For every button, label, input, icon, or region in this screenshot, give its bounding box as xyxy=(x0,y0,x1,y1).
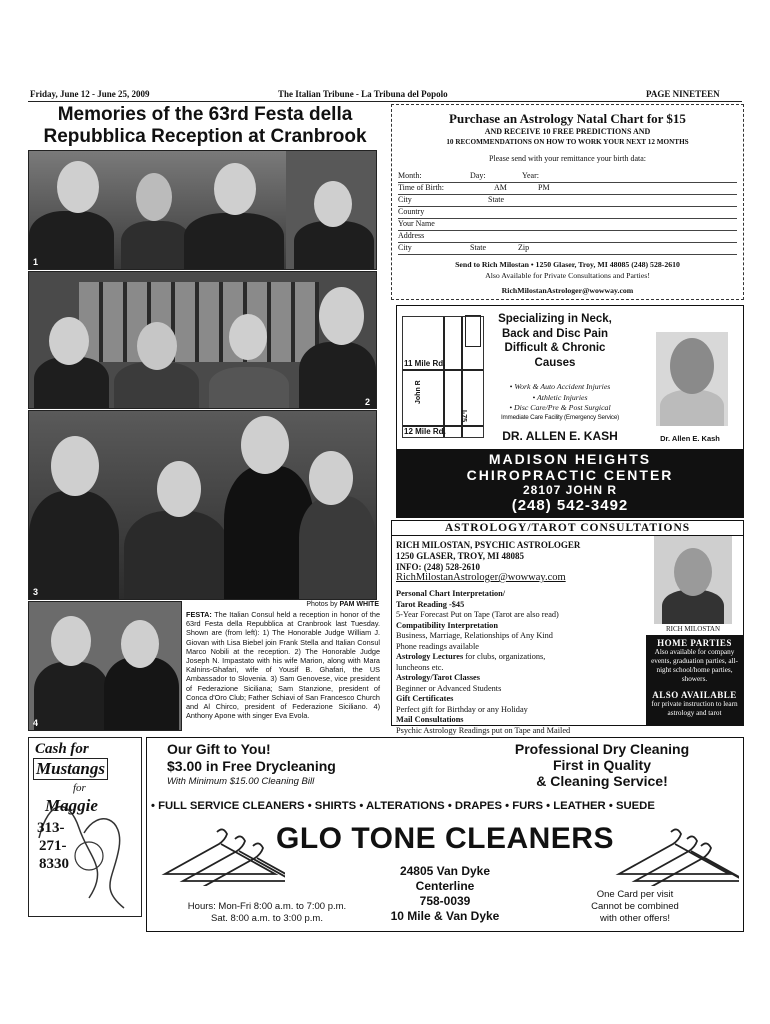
sketch-text-4: Maggie xyxy=(45,796,98,815)
pro-line-3: & Cleaning Service! xyxy=(536,773,668,789)
label-country: Country xyxy=(398,207,425,216)
natal-chart-coupon[interactable] xyxy=(391,104,744,300)
form-row-city-state-zip[interactable] xyxy=(398,243,737,255)
svc-12: Mail Consultations xyxy=(396,715,464,724)
feature-title xyxy=(28,104,382,148)
label-city: City xyxy=(398,195,412,204)
photo-3-person-4 xyxy=(299,496,376,600)
photo-4-person-2 xyxy=(104,657,179,731)
cleaners-hours xyxy=(157,901,377,925)
label-am: AM xyxy=(494,183,507,192)
photo-1-person-4 xyxy=(294,221,374,270)
cleaners-address xyxy=(365,864,525,924)
label-state-2: State xyxy=(470,243,486,252)
natal-send-to: Send to Rich Milostan • 1250 Glaser, Troy, MI 48085 (248) 528-2610 xyxy=(455,260,680,269)
photo-1 xyxy=(28,150,377,270)
form-row-time[interactable] xyxy=(398,183,737,195)
svc-13: Psychic Astrology Readings put on Tape and Mailed xyxy=(396,725,571,735)
photo-1-person-1 xyxy=(29,211,114,270)
hanger-icon-left xyxy=(155,826,285,886)
photo-1-number: 1 xyxy=(33,257,39,267)
photo-4-face-1 xyxy=(51,616,91,666)
astrologer-photo-face xyxy=(674,548,712,596)
header-rule xyxy=(28,101,742,102)
photo-3-face-3 xyxy=(241,416,289,474)
sketch-phone-3: 8330 xyxy=(39,856,69,872)
form-row-date[interactable] xyxy=(398,171,737,183)
tarot-info xyxy=(396,540,580,573)
tarot-line2: 1250 GLASER, TROY, MI 48085 xyxy=(396,551,525,561)
label-day: Day: xyxy=(470,171,486,180)
cleaners-phone: 758-0039 xyxy=(419,894,471,908)
label-year: Year: xyxy=(522,171,539,180)
photo-caption xyxy=(186,610,380,720)
chiro-headline: Specializing in Neck, Back and Disc Pain Difficult & Chronic Causes xyxy=(498,313,612,369)
chiro-banner xyxy=(397,449,743,517)
photo-2-face-4 xyxy=(319,287,364,345)
photo-3-face-1 xyxy=(51,436,99,496)
photo-3-person-2 xyxy=(124,511,229,600)
home-parties-box xyxy=(646,635,743,725)
label-state: State xyxy=(488,195,504,204)
svc-0: Personal Chart Interpretation/ xyxy=(396,589,506,598)
svc-3: Compatibility Interpretation xyxy=(396,620,498,630)
map-label-11mile: 11 Mile Rd. xyxy=(404,359,446,368)
chiro-bullet-3: • Disc Care/Pre & Post Surgical xyxy=(509,403,611,412)
map-marker xyxy=(465,315,481,347)
doctor-photo-shirt xyxy=(660,390,724,426)
natal-sub2: 10 RECOMMENDATIONS ON HOW TO WORK YOUR NEXT 12 MONTHS xyxy=(446,138,689,146)
photo-3-face-4 xyxy=(309,451,353,505)
chiro-bullets xyxy=(485,382,635,414)
chiro-ad xyxy=(396,305,744,518)
photo-2-face-3 xyxy=(229,314,267,360)
doctor-photo-face xyxy=(670,338,714,394)
photo-4 xyxy=(28,601,182,731)
caption-lead: FESTA: xyxy=(186,610,212,619)
chiro-name1: MADISON HEIGHTS xyxy=(488,451,652,467)
label-time: Time of Birth: xyxy=(398,183,444,192)
card-line-2: Cannot be combined xyxy=(591,901,679,912)
photo-4-face-2 xyxy=(121,620,159,668)
photo-2-window xyxy=(79,282,319,362)
hanger-icon-right xyxy=(609,826,739,886)
home-parties-text: Also available for company events, graduation parties, all-night school/home parties, showers. xyxy=(651,648,738,683)
doctor-photo xyxy=(656,332,728,426)
chiro-name2: CHIROPRACTIC CENTER xyxy=(466,467,674,483)
natal-email[interactable]: RichMilostanAstrologer@wowway.com xyxy=(501,286,634,295)
photo-credit-prefix: Photos by xyxy=(306,601,340,608)
feature-title-line2: Repubblica Reception at Cranbrook xyxy=(43,126,367,147)
photo-3-number: 3 xyxy=(33,587,39,597)
label-address: Address xyxy=(398,231,425,240)
astrologer-photo xyxy=(654,536,732,624)
svc-9: Beginner or Advanced Students xyxy=(396,683,502,693)
cleaners-cross: 10 Mile & Van Dyke xyxy=(390,909,500,923)
cleaners-ad xyxy=(146,737,744,932)
svc-2: 5-Year Forecast Put on Tape (Tarot are also read) xyxy=(396,610,559,619)
chiro-bullet-2: • Athletic Injuries xyxy=(532,392,588,402)
photo-1-face-4 xyxy=(314,181,352,227)
svc-7: luncheons etc. xyxy=(396,662,444,672)
gift-min: With Minimum $15.00 Cleaning Bill xyxy=(167,776,315,787)
also-available-head: ALSO AVAILABLE xyxy=(652,690,737,700)
form-row-country[interactable] xyxy=(398,207,737,219)
sketch-phone-2: 271- xyxy=(39,838,67,854)
form-row-address[interactable] xyxy=(398,231,737,243)
label-name: Your Name xyxy=(398,219,435,228)
map-label-john-r: John R xyxy=(415,380,422,404)
sketch-phone-1: 313- xyxy=(37,820,65,836)
photo-3-person-1 xyxy=(29,491,119,600)
cleaners-addr1: 24805 Van Dyke xyxy=(399,864,491,878)
natal-sub1: AND RECEIVE 10 FREE PREDICTIONS AND xyxy=(484,127,651,136)
chiro-facility: Immediate Care Facility (Emergency Service) xyxy=(500,414,620,421)
label-month: Month: xyxy=(398,171,422,180)
label-zip: Zip xyxy=(518,243,530,252)
chiro-address: 28107 JOHN R xyxy=(522,483,618,497)
photo-2-face-2 xyxy=(137,322,177,370)
photo-3 xyxy=(28,410,377,600)
pro-line-2: First in Quality xyxy=(552,757,651,773)
tarot-line1: RICH MILOSTAN, PSYCHIC ASTROLOGER xyxy=(396,540,581,550)
gift-title-2: $3.00 in Free Drycleaning xyxy=(167,758,336,774)
chiro-doctor: DR. ALLEN E. KASH xyxy=(502,429,618,443)
svc-10: Gift Certificates xyxy=(396,694,454,703)
label-city-2: City xyxy=(398,243,412,252)
header-publication: The Italian Tribune - La Tribuna del Popolo xyxy=(278,89,448,99)
natal-also: Also Available for Private Consultations and Parties! xyxy=(485,271,650,280)
header-date: Friday, June 12 - June 25, 2009 xyxy=(30,89,150,99)
pro-service xyxy=(477,741,727,789)
card-line-1: One Card per visit xyxy=(596,889,674,900)
map-label-12mile: 12 Mile Rd. xyxy=(404,427,446,436)
home-parties-head: HOME PARTIES xyxy=(657,638,732,648)
card-line-3: with other offers! xyxy=(599,913,671,924)
also-available-text: for private instruction to learn astrology and tarot xyxy=(651,700,738,717)
header-page: PAGE NINETEEN xyxy=(646,89,720,99)
photo-2-person-3 xyxy=(209,367,289,409)
sketch-ad xyxy=(28,737,142,917)
chiro-bullet-1: • Work & Auto Accident Injuries xyxy=(509,382,611,391)
photo-2-number: 2 xyxy=(364,397,370,407)
photo-3-face-2 xyxy=(157,461,201,517)
form-row-name[interactable] xyxy=(398,219,737,231)
tarot-title: ASTROLOGY/TAROT CONSULTATIONS xyxy=(392,522,743,536)
natal-title: Purchase an Astrology Natal Chart for $15 xyxy=(449,111,686,126)
caption-text: The Italian Consul held a reception in honor of the 63rd Festa della Repubblica at Cranbrook last Tuesday. Shown are (from left): 1) The Honorable Judge William J. Giovan with Lisa Biebel join Frank Stella and Italian Consul Marco Nobili at the reception. 2) The Honorable Judge Joseph N. Impastato with his wife Marion, along with Mara Kalnins-Ghafari, wife of Yousif B. Ghafari, the US Ambassador to Slovenia. 3) Sam Genovese, vice president of Federazione Siciliana; Sam Stanzione, president of Conca d'Oro Club; Father Schiavi of San Francesco Church and Al Chirco, president of Federazione Siciliano. 4) Anthony Apone with singer Eva Evola. xyxy=(186,610,380,721)
photo-1-face-1 xyxy=(57,161,99,213)
map-label-i75: I-75 xyxy=(460,410,467,423)
svc-11: Perfect gift for Birthday or any Holiday xyxy=(396,704,528,714)
photo-4-person-1 xyxy=(34,662,109,731)
photo-credit xyxy=(185,601,379,608)
cleaners-name: GLO TONE CLEANERS xyxy=(276,822,614,855)
svc-8: Astrology/Tarot Classes xyxy=(396,673,480,682)
form-row-city[interactable] xyxy=(398,195,737,207)
tarot-email[interactable]: RichMilostanAstrologer@wowway.com xyxy=(396,572,566,583)
chiro-phone: (248) 542-3492 xyxy=(511,497,629,514)
label-pm: PM xyxy=(538,183,550,192)
tarot-services xyxy=(396,589,628,736)
photo-1-face-2 xyxy=(136,173,172,221)
sketch-text-2: Mustangs xyxy=(33,758,108,780)
gift-title-1: Our Gift to You! xyxy=(167,741,271,757)
hours-line-2: Sat. 8:00 a.m. to 3:00 p.m. xyxy=(211,913,323,924)
cleaners-addr2: Centerline xyxy=(415,879,475,893)
map-road-v1 xyxy=(443,317,445,437)
svc-1: Tarot Reading -$45 xyxy=(396,599,465,609)
svc-6: Astrology Lectures for clubs, organizations, xyxy=(396,652,546,661)
chiro-map xyxy=(402,316,484,438)
svc-4: Business, Marriage, Relationships of Any Kind xyxy=(396,631,553,640)
photo-credit-name: PAM WHITE xyxy=(339,601,379,608)
photo-1-person-2 xyxy=(121,221,191,270)
natal-instructions: Please send with your remittance your birth data: xyxy=(488,154,647,163)
photo-1-face-3 xyxy=(214,163,256,215)
photo-1-person-3 xyxy=(184,213,284,270)
tarot-ad xyxy=(391,520,744,735)
tarot-line3: INFO: (248) 528-2610 xyxy=(396,562,480,572)
photo-2 xyxy=(28,271,377,409)
svc-5: Phone readings available xyxy=(396,641,479,651)
sketch-text-3: for xyxy=(73,782,86,794)
photo-4-number: 4 xyxy=(33,718,39,728)
hours-line-1: Hours: Mon-Fri 8:00 a.m. to 7:00 p.m. xyxy=(187,901,347,912)
cleaners-card-terms xyxy=(555,889,715,925)
doctor-photo-caption: Dr. Allen E. Kash xyxy=(660,434,720,443)
cleaners-services: • FULL SERVICE CLEANERS • SHIRTS • ALTERATIONS • DRAPES • FURS • LEATHER • SUEDE xyxy=(151,800,655,812)
photo-2-face-1 xyxy=(49,317,89,365)
astrologer-photo-caption: RICH MILOSTAN xyxy=(665,625,721,633)
feature-title-line1: Memories of the 63rd Festa della xyxy=(57,104,353,125)
pro-line-1: Professional Dry Cleaning xyxy=(514,741,690,757)
sketch-text-1: Cash for xyxy=(35,741,89,757)
